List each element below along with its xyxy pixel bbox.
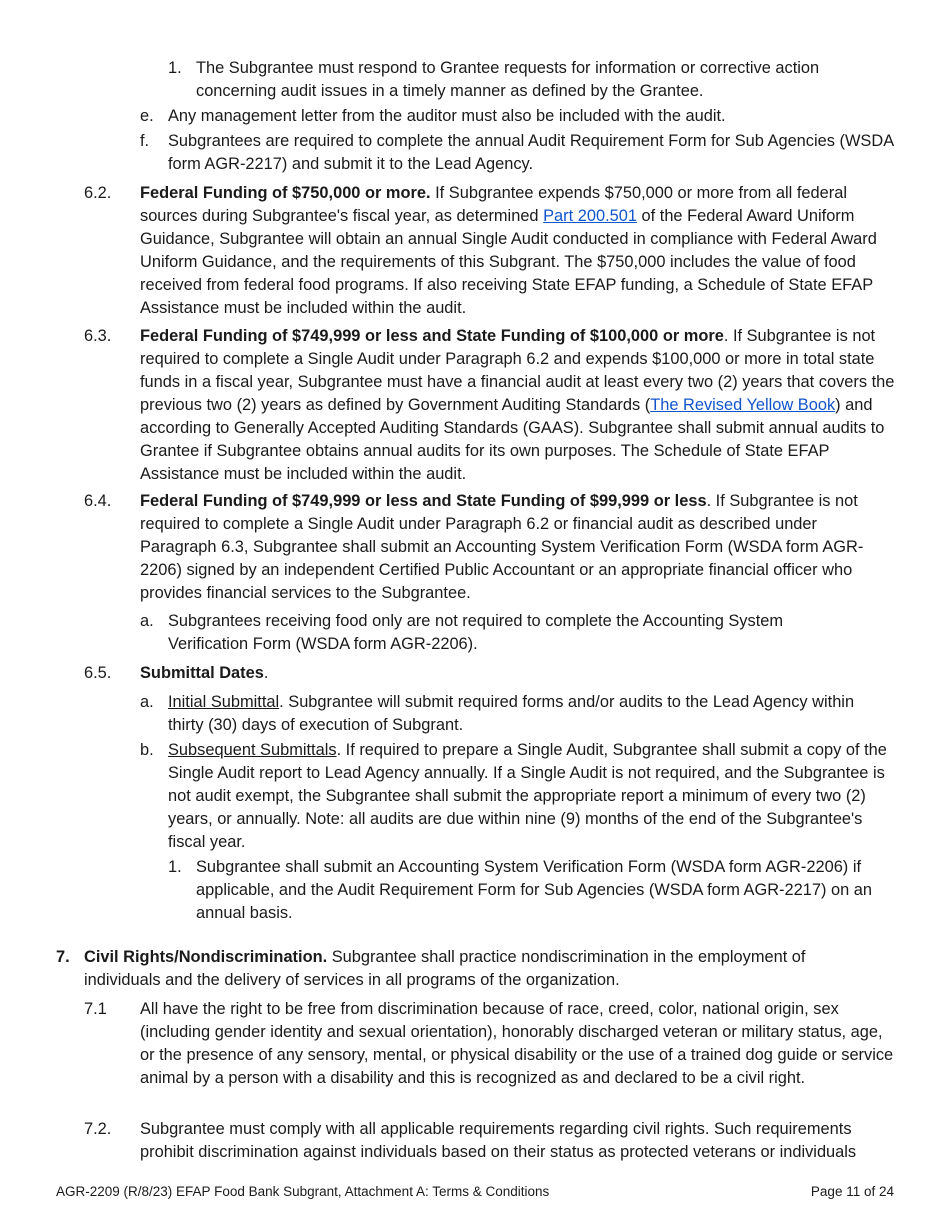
section-text-post: ) and according to Generally Accepted Auditing Standards (GAAS). Subgrantee shall submit annual audits to Grantee if Subgrantee obtains annual audits for its own purposes. The Schedule of State EFAP Assistance must be included within the audit.: [140, 396, 885, 483]
section-text-post: of the Federal Award Uniform Guidance, Subgrantee will obtain an annual Single Audit conducted in compliance with Federal Award Uniform Guidance, and the requirements of this Subgrant. The $750,000 includes the value of food received from federal food programs. If also receiving State EFAP funding, a Schedule of State EFAP Assistance must be included within the audit.: [140, 207, 877, 317]
section-number: 6.4.: [84, 492, 112, 510]
item-number: 1.: [168, 59, 182, 77]
item-number: e.: [140, 107, 154, 125]
item-text: Subgrantee shall submit an Accounting System Verification Form (WSDA form AGR-2206) if applicable, and the Audit Requirement Form for Sub Agencies (WSDA form AGR-2217) on an annual basis.: [196, 858, 873, 922]
section-text: [84, 182, 896, 320]
item-text: Any management letter from the auditor must also be included with the audit.: [168, 107, 726, 125]
list-item-f: [140, 130, 900, 176]
section-title: Federal Funding of $749,999 or less and State Funding of $100,000 or more: [140, 327, 724, 345]
section-number: 6.3.: [84, 327, 112, 345]
item-text: [140, 739, 900, 854]
item-text: Subgrantees receiving food only are not required to complete the Accounting System Verification Form (WSDA form AGR-2206).: [168, 612, 784, 653]
section-6-5: [84, 662, 896, 685]
section-7-1: [84, 998, 896, 1090]
section-text-body: . If Subgrantee is not required to complete a Single Audit under Paragraph 6.2 or financial audit as described under Paragraph 6.3, Subgrantee shall submit an Accounting System Verification Form (WSDA form AGR-2206) signed by an independent Certified Public Accountant or an appropriate financial officer who provides financial services to the Subgrantee.: [140, 492, 864, 602]
section-text-pre: . If Subgrantee is not required to complete a Single Audit under Paragraph 6.2 and expends $100,000 or more in total state funds in a fiscal year, Subgrantee must have a financial audit at least every two (2) years that covers the previous two (2) years as defined by Government Auditing Standards (: [140, 327, 895, 414]
section-text: [56, 946, 856, 992]
section-7: [56, 946, 856, 992]
list-item-6-5-b-1: [168, 856, 898, 925]
item-number: 1.: [168, 858, 182, 876]
item-number: b.: [140, 741, 154, 759]
item-title: Subsequent Submittals: [168, 741, 337, 759]
item-text-body: . Subgrantee will submit required forms and/or audits to the Lead Agency within thirty (30) days of execution of Subgrant.: [168, 693, 855, 734]
item-number: a.: [140, 693, 154, 711]
section-number: 6.5.: [84, 664, 112, 682]
section-title: Submittal Dates: [140, 664, 264, 682]
section-text-body: .: [263, 664, 269, 682]
list-item-e: [140, 105, 900, 128]
item-text-body: . If required to prepare a Single Audit, Subgrantee shall submit a copy of the Single Audit report to Lead Agency annually. If a Single Audit is not required, and the Subgrantee is not audit exempt, the Subgrantee shall submit the appropriate report a minimum of every two (2) years, or annually. Note: all audits are due within nine (9) months of the end of the Subgrantee's fiscal year.: [168, 741, 887, 851]
section-number: 7.1: [84, 1000, 107, 1018]
item-text: [140, 691, 880, 737]
section-text: [84, 490, 896, 605]
list-item-6-4-a: [140, 610, 860, 656]
section-number: 7.2.: [84, 1120, 112, 1138]
revised-yellow-book-link[interactable]: The Revised Yellow Book: [650, 396, 836, 414]
item-text: Subgrantees are required to complete the annual Audit Requirement Form for Sub Agencies (WSDA form AGR-2217) and submit it to the Lead Agency.: [168, 132, 894, 173]
section-7-2: [84, 1118, 896, 1164]
part-200-501-link[interactable]: Part 200.501: [543, 207, 637, 225]
section-text-body: Subgrantee shall practice nondiscrimination in the employment of individuals and the delivery of services in all programs of the organization.: [84, 948, 806, 989]
footer-page-number: Page 11 of 24: [810, 1184, 894, 1199]
footer-left: AGR-2209 (R/8/23) EFAP Food Bank Subgrant, Attachment A: Terms & Conditions: [56, 1184, 550, 1199]
section-text: Subgrantee must comply with all applicable requirements regarding civil rights. Such requirements prohibit discrimination against individuals based on their status as protected veterans or individuals: [140, 1120, 857, 1161]
section-text: [84, 325, 896, 486]
list-item-d1: [168, 57, 888, 103]
item-title: Initial Submittal: [168, 693, 280, 711]
section-6-2: [84, 182, 896, 320]
item-number: f.: [140, 132, 150, 150]
section-6-4: [84, 490, 896, 605]
section-text: [84, 662, 896, 685]
section-number: 6.2.: [84, 184, 112, 202]
section-text: All have the right to be free from discrimination because of race, creed, color, national origin, sex (including gender identity and sexual orientation), honorably discharged veteran or military status, age, or the presence of any sensory, mental, or physical disability or the use of a trained dog guide or service animal by a person with a disability and this is recognized as and declared to be a civil right.: [140, 1000, 894, 1087]
item-number: a.: [140, 612, 154, 630]
section-title: Federal Funding of $750,000 or more.: [140, 184, 431, 202]
section-number: 7.: [56, 948, 70, 966]
list-item-6-5-a: [140, 691, 880, 737]
section-title: Federal Funding of $749,999 or less and State Funding of $99,999 or less: [140, 492, 707, 510]
section-text-pre: If Subgrantee expends $750,000 or more from all federal sources during Subgrantee's fiscal year, as determined: [140, 184, 847, 225]
list-item-6-5-b: [140, 739, 900, 854]
section-6-3: [84, 325, 896, 486]
section-title: Civil Rights/Nondiscrimination.: [84, 948, 328, 966]
item-text: The Subgrantee must respond to Grantee requests for information or corrective action concerning audit issues in a timely manner as defined by the Grantee.: [196, 59, 820, 100]
